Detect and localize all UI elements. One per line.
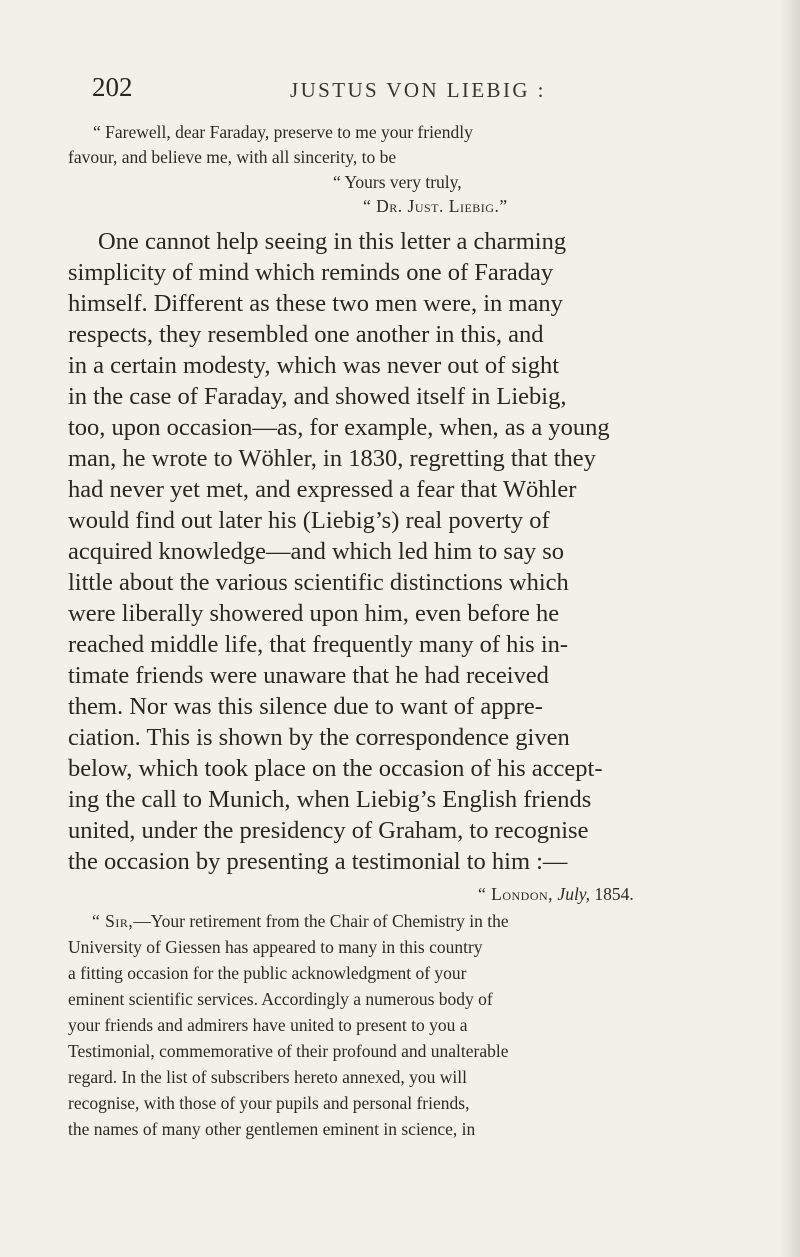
- testimonial-line: your friends and admirers have united to present to you a: [68, 1015, 468, 1035]
- paragraph-line: man, he wrote to Wöhler, in 1830, regretting that they: [68, 445, 596, 472]
- testimonial-line: a fitting occasion for the public acknowledgment of your: [68, 963, 467, 983]
- paragraph-line: them. Nor was this silence due to want of appre-: [68, 693, 543, 720]
- testimonial-first-line: [92, 911, 509, 932]
- paragraph-line: in the case of Faraday, and showed itself in Liebig,: [68, 383, 567, 410]
- paragraph-line: united, under the presidency of Graham, to recognise: [68, 817, 589, 844]
- testimonial-line: recognise, with those of your pupils and personal friends,: [68, 1093, 470, 1113]
- letter-line: “ Farewell, dear Faraday, preserve to me your friendly: [93, 122, 473, 142]
- page-header: [0, 72, 800, 106]
- paragraph-line: himself. Different as these two men were, in many: [68, 290, 563, 317]
- paragraph-line: simplicity of mind which reminds one of Faraday: [68, 259, 554, 286]
- paragraph-line: too, upon occasion—as, for example, when, as a young: [68, 414, 610, 441]
- paragraph-line: in a certain modesty, which was never out of sight: [68, 352, 560, 379]
- letter-signature: “ Dr. Just. Liebig.”: [363, 196, 508, 216]
- testimonial-dateline: [478, 884, 634, 905]
- page-edge-shadow: [778, 0, 800, 1257]
- dateline-place: “ London,: [478, 884, 554, 904]
- dateline-date: July,: [557, 884, 590, 904]
- testimonial-line: —Your retirement from the Chair of Chemistry in the: [133, 911, 509, 931]
- letter-line: “ Yours very truly,: [333, 172, 462, 192]
- paragraph-line: had never yet met, and expressed a fear that Wöhler: [68, 476, 577, 503]
- testimonial-line: University of Giessen has appeared to many in this country: [68, 937, 483, 957]
- paragraph-line: reached middle life, that frequently many of his in-: [68, 631, 569, 658]
- testimonial-line: regard. In the list of subscribers hereto annexed, you will: [68, 1067, 467, 1087]
- testimonial-line: eminent scientific services. Accordingly a numerous body of: [68, 989, 493, 1009]
- running-head: JUSTUS VON LIEBIG :: [290, 78, 546, 102]
- salutation: “ Sir,: [92, 911, 134, 931]
- testimonial-line: Testimonial, commemorative of their profound and unalterable: [68, 1041, 509, 1061]
- dateline-year: 1854.: [594, 884, 634, 904]
- paragraph-line: respects, they resembled one another in this, and: [68, 321, 544, 348]
- paragraph-line: little about the various scientific distinctions which: [68, 569, 569, 596]
- paragraph-line: would find out later his (Liebig’s) real poverty of: [68, 507, 550, 534]
- paragraph-line: below, which took place on the occasion of his accept-: [68, 755, 603, 782]
- page-number: 202: [92, 72, 133, 102]
- paragraph-line: ing the call to Munich, when Liebig’s English friends: [68, 786, 592, 813]
- paragraph-line: were liberally showered upon him, even before he: [68, 600, 560, 627]
- testimonial-line: the names of many other gentlemen eminent in science, in: [68, 1119, 476, 1139]
- paragraph-line: acquired knowledge—and which led him to say so: [68, 538, 565, 565]
- letter-line: favour, and believe me, with all sincerity, to be: [68, 147, 397, 167]
- paragraph-line: timate friends were unaware that he had received: [68, 662, 549, 689]
- paragraph-line: ciation. This is shown by the correspondence given: [68, 724, 570, 751]
- paragraph-line: the occasion by presenting a testimonial to him :—: [68, 848, 568, 875]
- paragraph-line: One cannot help seeing in this letter a charming: [98, 228, 567, 255]
